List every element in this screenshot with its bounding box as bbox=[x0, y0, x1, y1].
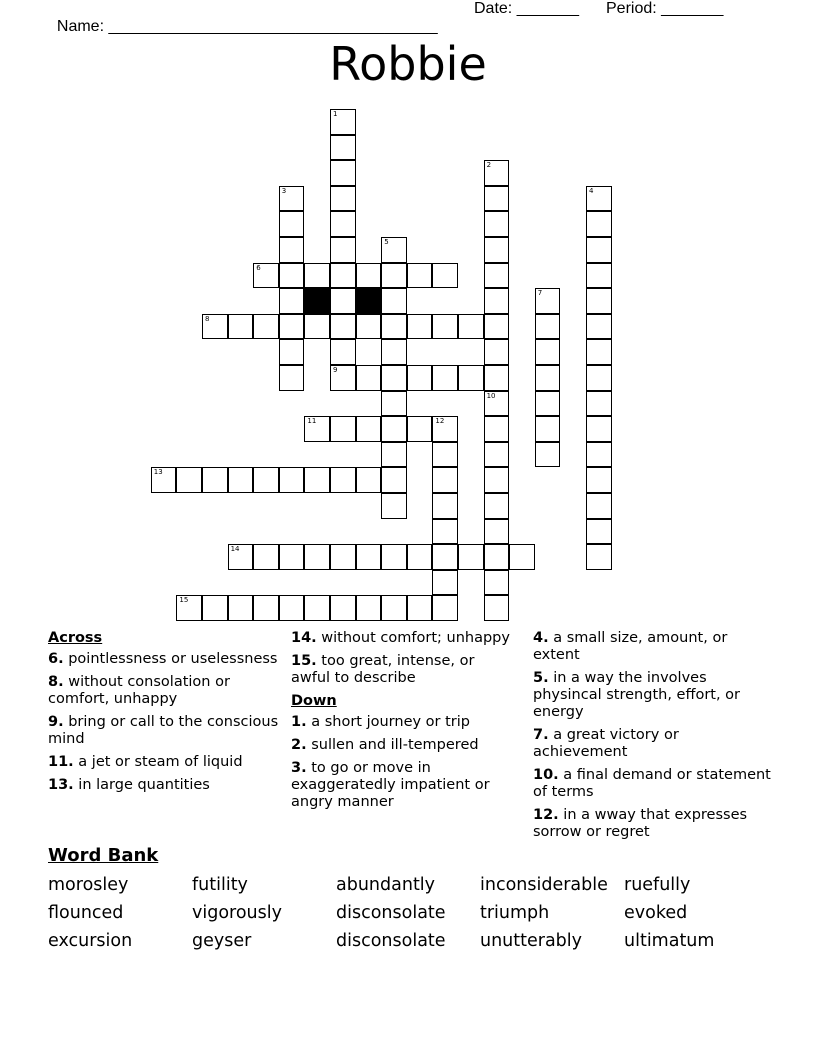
grid-cell[interactable] bbox=[356, 314, 382, 340]
grid-cell[interactable] bbox=[535, 391, 561, 417]
grid-cell[interactable] bbox=[586, 519, 612, 545]
clue-number: 2 bbox=[486, 161, 492, 170]
clue-number: 5 bbox=[384, 238, 389, 246]
grid-cell[interactable] bbox=[484, 416, 510, 442]
clue-across-6: 6. pointlessness or uselessness bbox=[48, 651, 278, 667]
word-bank-item: unutterably bbox=[480, 931, 583, 951]
grid-cell[interactable] bbox=[586, 186, 612, 212]
grid-cell[interactable] bbox=[586, 391, 612, 417]
grid-cell[interactable] bbox=[509, 544, 535, 570]
grid-cell[interactable] bbox=[356, 467, 382, 493]
grid-cell[interactable] bbox=[484, 570, 510, 596]
grid-cell[interactable] bbox=[407, 416, 433, 442]
clue-down-4: 4. a small size, amount, or extent bbox=[533, 630, 728, 663]
clue-across-11: 11. a jet or steam of liquid bbox=[48, 754, 243, 770]
grid-cell[interactable] bbox=[330, 314, 356, 340]
grid-cell[interactable] bbox=[381, 365, 407, 391]
across-heading: Across bbox=[48, 630, 103, 646]
grid-cell[interactable] bbox=[330, 288, 356, 314]
grid-cell[interactable] bbox=[253, 314, 279, 340]
grid-cell[interactable] bbox=[330, 186, 356, 212]
grid-cell[interactable] bbox=[356, 263, 382, 289]
grid-cell[interactable] bbox=[484, 442, 510, 468]
word-bank-item: vigorously bbox=[192, 903, 282, 923]
grid-cell[interactable] bbox=[253, 263, 279, 289]
grid-cell[interactable] bbox=[586, 237, 612, 263]
grid-cell[interactable] bbox=[381, 442, 407, 468]
grid-cell[interactable] bbox=[432, 263, 458, 289]
grid-cell[interactable] bbox=[586, 544, 612, 570]
grid-cell[interactable] bbox=[330, 339, 356, 365]
grid-cell[interactable] bbox=[432, 570, 458, 596]
clue-number: 6 bbox=[256, 263, 261, 272]
grid-cell[interactable] bbox=[535, 339, 561, 365]
grid-cell[interactable] bbox=[432, 314, 458, 340]
grid-cell[interactable] bbox=[330, 160, 356, 186]
grid-cell[interactable] bbox=[407, 365, 433, 391]
grid-cell[interactable] bbox=[484, 365, 510, 391]
down-heading: Down bbox=[291, 693, 337, 709]
grid-cell[interactable] bbox=[304, 544, 330, 570]
grid-cell[interactable] bbox=[432, 493, 458, 519]
grid-cell[interactable] bbox=[304, 467, 330, 493]
grid-cell[interactable] bbox=[330, 416, 356, 442]
word-bank-item: flounced bbox=[48, 903, 124, 923]
word-bank-item: geyser bbox=[192, 931, 252, 951]
grid-cell[interactable] bbox=[432, 544, 458, 570]
clue-number: 3 bbox=[281, 186, 287, 195]
date-field[interactable]: Date: _______ bbox=[474, 0, 579, 17]
clues-column-2 bbox=[291, 630, 513, 817]
grid-cell[interactable] bbox=[330, 135, 356, 161]
grid-black-cell bbox=[356, 288, 382, 314]
grid-cell[interactable] bbox=[381, 288, 407, 314]
grid-cell[interactable] bbox=[381, 314, 407, 340]
grid-cell[interactable] bbox=[535, 442, 561, 468]
grid-cell[interactable] bbox=[586, 493, 612, 519]
grid-cell[interactable] bbox=[253, 467, 279, 493]
grid-cell[interactable] bbox=[330, 237, 356, 263]
period-field[interactable]: Period: _______ bbox=[606, 0, 724, 17]
grid-cell[interactable] bbox=[484, 237, 510, 263]
word-bank-item: triumph bbox=[480, 903, 550, 923]
grid-cell[interactable] bbox=[407, 595, 433, 621]
word-bank-item: abundantly bbox=[336, 875, 436, 895]
word-bank-item: morosley bbox=[48, 875, 129, 895]
grid-cell[interactable] bbox=[330, 263, 356, 289]
clue-across-14: 14. without comfort; unhappy bbox=[291, 630, 510, 646]
word-bank-item: futility bbox=[192, 875, 248, 895]
clue-down-2: 2. sullen and ill-tempered bbox=[291, 737, 479, 753]
clue-number: 13 bbox=[153, 468, 163, 477]
clue-down-5: 5. in a way the involves physincal strength, effort, or energy bbox=[533, 670, 741, 720]
grid-cell[interactable] bbox=[484, 211, 510, 237]
clue-number: 11 bbox=[307, 417, 317, 426]
grid-cell[interactable] bbox=[535, 288, 561, 314]
clue-across-13: 13. in large quantities bbox=[48, 777, 210, 793]
grid-cell[interactable] bbox=[381, 391, 407, 417]
grid-cell[interactable] bbox=[407, 314, 433, 340]
grid-cell[interactable] bbox=[202, 595, 228, 621]
grid-cell[interactable] bbox=[330, 544, 356, 570]
clue-across-9: 9. bring or call to the conscious mind bbox=[48, 714, 279, 747]
grid-cell[interactable] bbox=[279, 288, 305, 314]
clue-down-10: 10. a final demand or statement of terms bbox=[533, 767, 771, 800]
grid-cell[interactable] bbox=[381, 237, 407, 263]
grid-cell[interactable] bbox=[586, 314, 612, 340]
word-bank-item: disconsolate bbox=[336, 931, 446, 951]
grid-cell[interactable] bbox=[330, 595, 356, 621]
clue-down-3: 3. to go or move in exaggeratedly impatient or angry manner bbox=[291, 760, 490, 810]
grid-cell[interactable] bbox=[202, 314, 228, 340]
clues-column-1 bbox=[48, 630, 284, 800]
page-title: Robbie bbox=[329, 37, 487, 91]
grid-cell[interactable] bbox=[484, 544, 510, 570]
grid-cell[interactable] bbox=[432, 365, 458, 391]
grid-cell[interactable] bbox=[279, 314, 305, 340]
clue-number: 9 bbox=[333, 366, 338, 374]
grid-cell[interactable] bbox=[356, 365, 382, 391]
grid-cell[interactable] bbox=[279, 595, 305, 621]
grid-cell[interactable] bbox=[586, 416, 612, 442]
grid-cell[interactable] bbox=[381, 544, 407, 570]
grid-cell[interactable] bbox=[381, 263, 407, 289]
grid-cell[interactable] bbox=[381, 339, 407, 365]
clue-number: 4 bbox=[589, 186, 594, 195]
clue-number: 10 bbox=[486, 391, 496, 400]
grid-cell[interactable] bbox=[228, 595, 254, 621]
grid-cell[interactable] bbox=[228, 467, 254, 493]
grid-cell[interactable] bbox=[484, 391, 510, 417]
grid-cell[interactable] bbox=[279, 263, 305, 289]
name-field[interactable]: Name: _____________________________________ bbox=[56, 18, 438, 35]
grid-cell[interactable] bbox=[535, 365, 561, 391]
grid-cell[interactable] bbox=[304, 263, 330, 289]
grid-cell[interactable] bbox=[458, 544, 484, 570]
grid-cell[interactable] bbox=[228, 544, 254, 570]
grid-cell[interactable] bbox=[586, 339, 612, 365]
word-bank-item: evoked bbox=[624, 903, 688, 923]
grid-cell[interactable] bbox=[586, 442, 612, 468]
grid-cell[interactable] bbox=[176, 595, 202, 621]
grid-cell[interactable] bbox=[484, 186, 510, 212]
grid-cell[interactable] bbox=[432, 442, 458, 468]
grid-cell[interactable] bbox=[151, 467, 177, 493]
clue-across-8: 8. without consolation or comfort, unhappy bbox=[48, 674, 230, 707]
grid-cell[interactable] bbox=[381, 595, 407, 621]
grid-cell[interactable] bbox=[484, 160, 510, 186]
clues-column-3 bbox=[533, 630, 773, 847]
clue-number: 7 bbox=[537, 289, 543, 298]
grid-cell[interactable] bbox=[279, 211, 305, 237]
clue-number: 12 bbox=[435, 417, 445, 426]
grid-cell[interactable] bbox=[586, 288, 612, 314]
grid-cell[interactable] bbox=[381, 493, 407, 519]
word-bank-heading: Word Bank bbox=[48, 845, 159, 866]
clue-across-15: 15. too great, intense, or awful to describe bbox=[291, 653, 475, 686]
grid-cell[interactable] bbox=[381, 416, 407, 442]
grid-cell[interactable] bbox=[484, 467, 510, 493]
word-bank-item: ultimatum bbox=[624, 931, 715, 951]
clue-down-12: 12. in a wway that expresses sorrow or regret bbox=[533, 807, 748, 840]
clue-number: 14 bbox=[230, 545, 240, 554]
grid-cell[interactable] bbox=[356, 416, 382, 442]
clue-number: 1 bbox=[333, 110, 338, 118]
grid-cell[interactable] bbox=[279, 186, 305, 212]
grid-cell[interactable] bbox=[304, 416, 330, 442]
grid-cell[interactable] bbox=[484, 263, 510, 289]
grid-cell[interactable] bbox=[279, 544, 305, 570]
grid-cell[interactable] bbox=[381, 467, 407, 493]
clue-number: 8 bbox=[205, 314, 210, 323]
grid-cell[interactable] bbox=[458, 314, 484, 340]
grid-cell[interactable] bbox=[279, 339, 305, 365]
grid-cell[interactable] bbox=[484, 314, 510, 340]
grid-cell[interactable] bbox=[279, 365, 305, 391]
grid-cell[interactable] bbox=[356, 595, 382, 621]
grid-cell[interactable] bbox=[484, 288, 510, 314]
grid-cell[interactable] bbox=[484, 339, 510, 365]
grid-cell[interactable] bbox=[304, 314, 330, 340]
grid-cell[interactable] bbox=[304, 595, 330, 621]
grid-cell[interactable] bbox=[432, 416, 458, 442]
grid-cell[interactable] bbox=[484, 595, 510, 621]
grid-cell[interactable] bbox=[432, 519, 458, 545]
word-bank-item: ruefully bbox=[624, 875, 691, 895]
grid-cell[interactable] bbox=[586, 467, 612, 493]
grid-cell[interactable] bbox=[586, 263, 612, 289]
grid-cell[interactable] bbox=[279, 467, 305, 493]
grid-cell[interactable] bbox=[586, 211, 612, 237]
word-bank-item: disconsolate bbox=[336, 903, 446, 923]
grid-cell[interactable] bbox=[535, 416, 561, 442]
grid-cell[interactable] bbox=[356, 544, 382, 570]
grid-cell[interactable] bbox=[253, 595, 279, 621]
grid-cell[interactable] bbox=[176, 467, 202, 493]
grid-black-cell bbox=[304, 288, 330, 314]
grid-cell[interactable] bbox=[279, 237, 305, 263]
grid-cell[interactable] bbox=[202, 467, 228, 493]
grid-cell[interactable] bbox=[535, 314, 561, 340]
grid-cell[interactable] bbox=[586, 365, 612, 391]
grid-cell[interactable] bbox=[330, 211, 356, 237]
word-bank-item: excursion bbox=[48, 931, 133, 951]
grid-cell[interactable] bbox=[484, 519, 510, 545]
grid-cell[interactable] bbox=[228, 314, 254, 340]
clue-number: 15 bbox=[179, 596, 189, 605]
grid-cell[interactable] bbox=[484, 493, 510, 519]
grid-cell[interactable] bbox=[407, 544, 433, 570]
grid-cell[interactable] bbox=[432, 595, 458, 621]
grid-cell[interactable] bbox=[407, 263, 433, 289]
grid-cell[interactable] bbox=[330, 467, 356, 493]
grid-cell[interactable] bbox=[330, 365, 356, 391]
grid-cell[interactable] bbox=[330, 109, 356, 135]
clue-down-1: 1. a short journey or trip bbox=[291, 714, 471, 730]
word-bank-item: inconsiderable bbox=[480, 875, 608, 895]
clue-down-7: 7. a great victory or achievement bbox=[533, 727, 679, 760]
grid-cell[interactable] bbox=[253, 544, 279, 570]
grid-cell[interactable] bbox=[458, 365, 484, 391]
grid-cell[interactable] bbox=[432, 467, 458, 493]
